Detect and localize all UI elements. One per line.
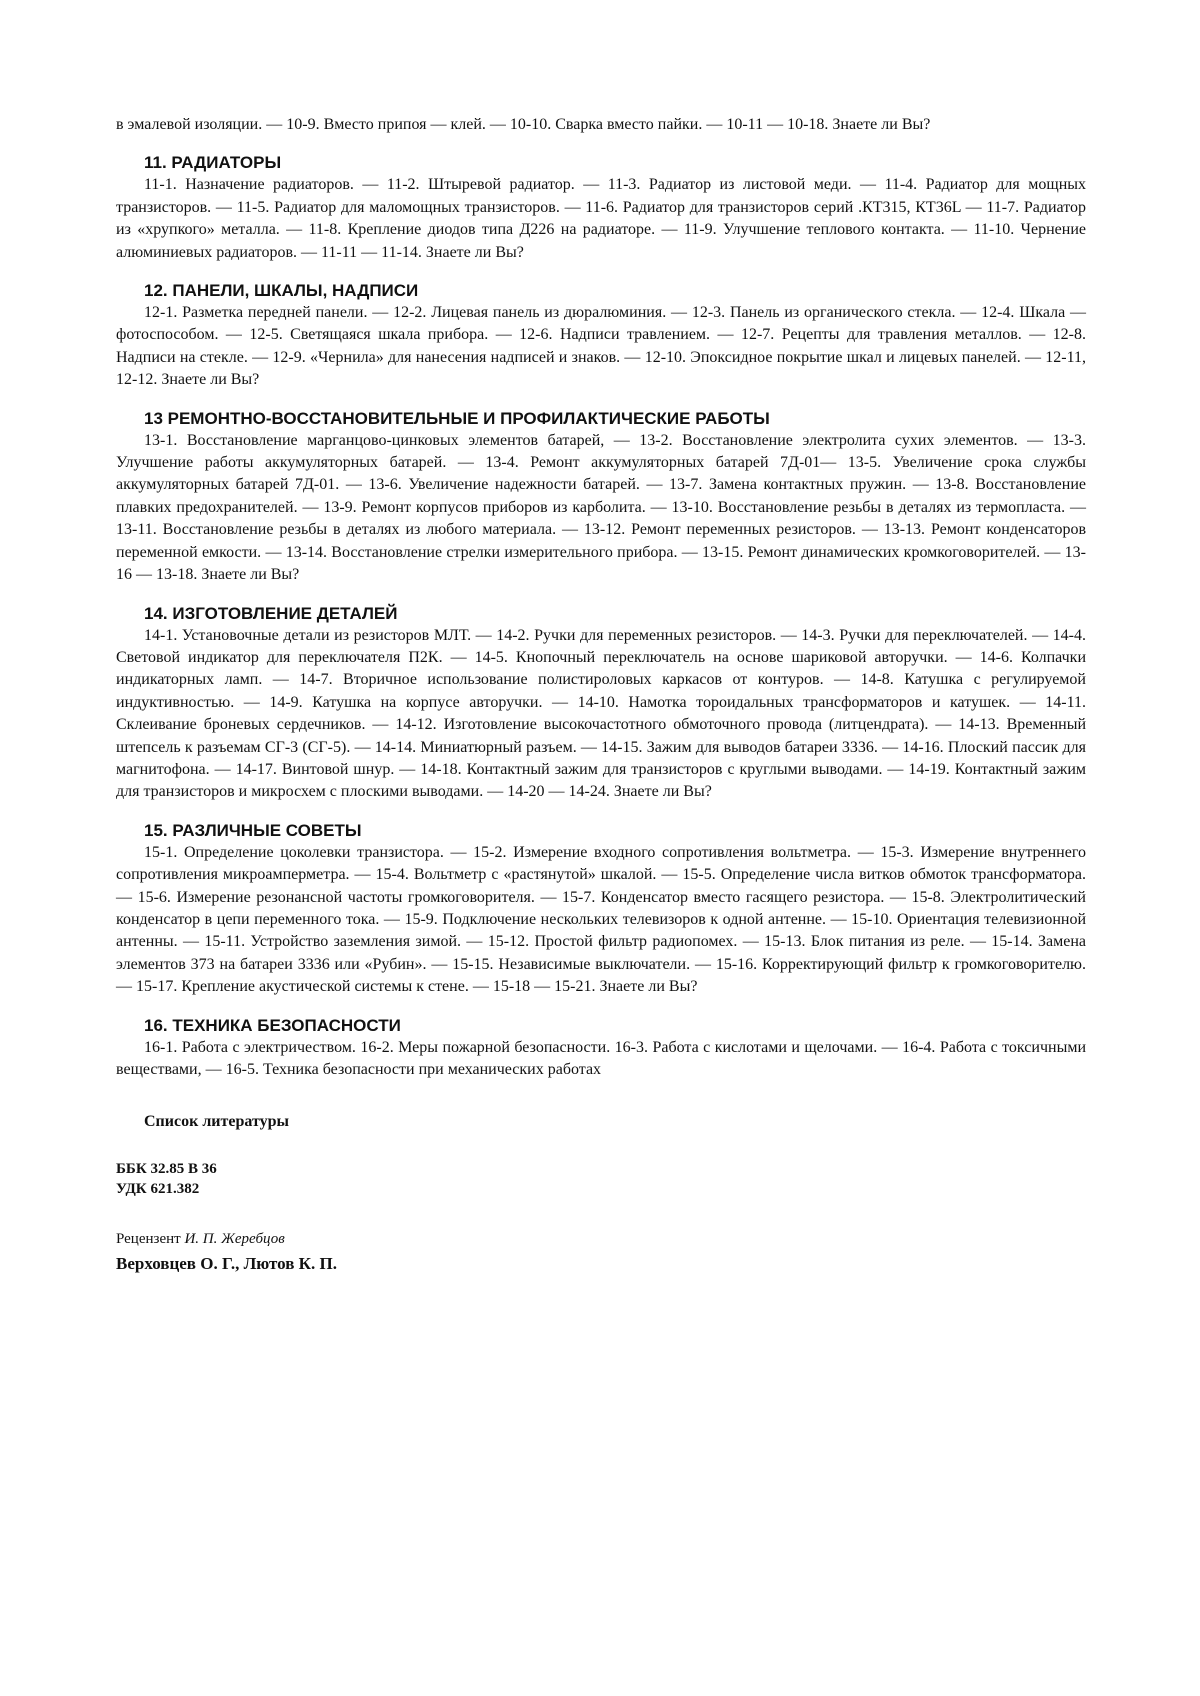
section-title: 16. ТЕХНИКА БЕЗОПАСНОСТИ: [144, 1015, 401, 1035]
section-radiators: [116, 152, 1086, 264]
section-tips: [116, 820, 1086, 999]
section-text: 12-1. Разметка передней панели. — 12-2. Лицевая панель из дюралюминия. — 12-3. Панель из органического стекла. — 12-4. Шкала — фотоспособом. — 12-5. Светящаяся шкала прибора. — 12-6. Надписи травлением. — 12-7. Рецепты для травления металлов. — 12-8. Надписи на стекле. — 12-9. «Чернила» для нанесения надписей и знаков. — 12-10. Эпоксидное покрытие шкал и лицевых панелей. — 12-11, 12-12. Знаете ли Вы?: [116, 304, 1086, 389]
section-repair: [116, 408, 1086, 587]
section-panels: [116, 280, 1086, 392]
section-title: 12. ПАНЕЛИ, ШКАЛЫ, НАДПИСИ: [144, 281, 419, 301]
section-title: 15. РАЗЛИЧНЫЕ СОВЕТЫ: [144, 820, 362, 840]
section-text: 11-1. Назначение радиаторов. — 11-2. Штыревой радиатор. — 11-3. Радиатор из листовой меди. — 11-4. Радиатор для мощных транзисторов. — 11-5. Радиатор для маломощных транзисторов. — 11-6. Радиатор для транзисторов серий .КТ315, КТ36L — 11-7. Радиатор из «хрупкого» металла. — 11-8. Крепление диодов типа Д226 на радиаторе. — 11-9. Улучшение теплового контакта. — 11-10. Чернение алюминиевых радиаторов. — 11-11 — 11-14. Знаете ли Вы?: [116, 176, 1086, 261]
section-safety: [116, 1015, 1086, 1082]
bibliography-heading: Список литературы: [144, 1113, 289, 1131]
section-parts: [116, 603, 1086, 804]
bbk-code: ББК 32.85 В 36: [116, 1161, 217, 1178]
section-text: 14-1. Установочные детали из резисторов МЛТ. — 14-2. Ручки для переменных резисторов. — 14-3. Ручки для переключателей. — 14-4. Световой индикатор для переключателя П2К. — 14-5. Кнопочный переключатель на основе шариковой авторучки. — 14-6. Колпачки индикаторных ламп. — 14-7. Вторичное использование полистироловых каркасов от контуров. — 14-8. Катушка с регулируемой индуктивностью. — 14-9. Катушка на корпусе авторучки. — 14-10. Намотка тороидальных трансформаторов и катушек. — 14-11. Склеивание броневых сердечников. — 14-12. Изготовление высокочастотного обмоточного провода (литцендрата). — 14-13. Временный штепсель к разъемам СГ-3 (СГ-5). — 14-14. Миниатюрный разъем. — 14-15. Зажим для выводов батареи 3336. — 14-16. Плоский пассик для магнитофона. — 14-17. Винтовой шнур. — 14-18. Контактный зажим для транзисторов с круглыми выводами. — 14-19. Контактный зажим для транзисторов и микросхем с плоскими выводами. — 14-20 — 14-24. Знаете ли Вы?: [116, 626, 1086, 801]
document-content: [116, 114, 1086, 1275]
reviewer-line: [116, 1229, 1086, 1249]
intro-paragraph: в эмалевой изоляции. — 10-9. Вместо припоя — клей. — 10-10. Сварка вместо пайки. — 10-11 — 10-18. Знаете ли Вы?: [116, 116, 931, 133]
reviewer-label: Рецензент: [116, 1231, 181, 1248]
section-title: 11. РАДИАТОРЫ: [144, 153, 282, 173]
authors-line: Верховцев О. Г., Лютов К. П.: [116, 1254, 337, 1274]
section-text: 13-1. Восстановление марганцово-цинковых элементов батарей, — 13-2. Восстановление электролита сухих элементов. — 13-3. Улучшение работы аккумуляторных батарей. — 13-4. Ремонт аккумуляторных батарей 7Д-01— 13-5. Увеличение срока службы аккумуляторных батарей 7Д-01. — 13-6. Увеличение надежности батарей. — 13-7. Замена контактных пружин. — 13-8. Восстановление плавких предохранителей. — 13-9. Ремонт корпусов приборов из карболита. — 13-10. Восстановление резьбы в деталях из термопласта. — 13-11. Восстановление резьбы в деталях из любого материала. — 13-12. Ремонт переменных резисторов. — 13-13. Ремонт конденсаторов переменной емкости. — 13-14. Восстановление стрелки измерительного прибора. — 13-15. Ремонт динамических кромкоговорителей. — 13-16 — 13-18. Знаете ли Вы?: [116, 431, 1086, 584]
section-title: 14. ИЗГОТОВЛЕНИЕ ДЕТАЛЕЙ: [144, 603, 398, 623]
section-title: 13 РЕМОНТНО-ВОССТАНОВИТЕЛЬНЫЕ И ПРОФИЛАКТИЧЕСКИЕ РАБОТЫ: [144, 408, 770, 428]
reviewer-name: И. П. Жеребцов: [184, 1231, 285, 1248]
udk-code: УДК 621.382: [116, 1181, 200, 1198]
section-text: 15-1. Определение цоколевки транзистора. — 15-2. Измерение входного сопротивления вольтметра. — 15-3. Измерение внутреннего сопротивления микроамперметра. — 15-4. Вольтметр с «растянутой» шкалой. — 15-5. Определение числа витков обмоток трансформатора. — 15-6. Измерение резонансной частоты громкоговорителя. — 15-7. Конденсатор вместо гасящего резистора. — 15-8. Электролитический конденсатор в цепи переменного тока. — 15-9. Подключение нескольких телевизоров к одной антенне. — 15-10. Ориентация телевизионной антенны. — 15-11. Устройство заземления зимой. — 15-12. Простой фильтр радиопомех. — 15-13. Блок питания из реле. — 15-14. Замена элементов 373 на батареи 3336 или «Рубин». — 15-15. Независимые выключатели. — 15-16. Корректирующий фильтр к громкоговорителю. — 15-17. Крепление акустической системы к стене. — 15-18 — 15-21. Знаете ли Вы?: [116, 843, 1086, 996]
classification-codes: [116, 1159, 1086, 1199]
section-text: 16-1. Работа с электричеством. 16-2. Меры пожарной безопасности. 16-3. Работа с кислотами и щелочами. — 16-4. Работа с токсичными веществами, — 16-5. Техника безопасности при механических работах: [116, 1038, 1086, 1078]
